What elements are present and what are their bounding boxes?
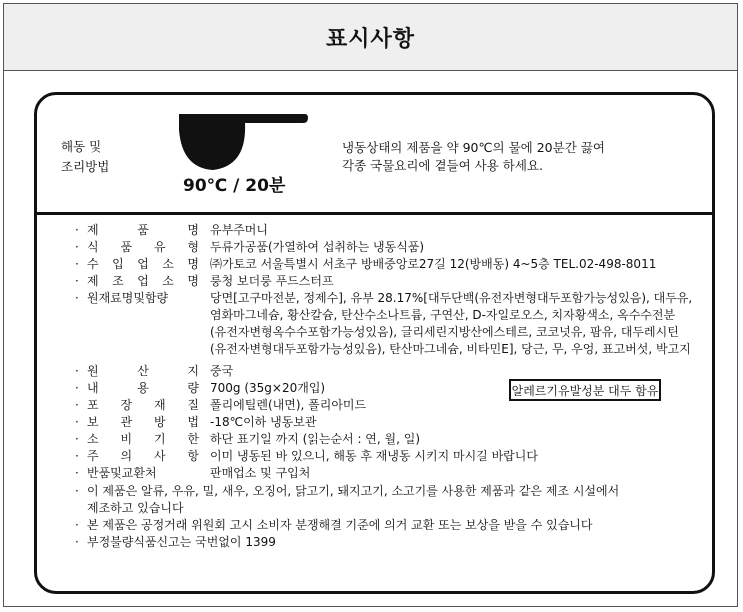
field-value: 중국 — [210, 364, 234, 378]
header-bar — [4, 4, 737, 71]
bullet: · — [75, 364, 79, 378]
bullet: · — [75, 274, 79, 288]
field-value: 폴리에틸렌(내면), 폴리아미드 — [210, 398, 367, 412]
field-key-char: 항 — [187, 449, 199, 463]
info-panel — [34, 92, 715, 594]
field-key-char: 비 — [120, 432, 133, 446]
field-key-char: 질 — [187, 398, 199, 412]
cooking-label-line2: 조리방법 — [61, 159, 110, 174]
field-key — [87, 256, 199, 273]
field-value: ㈜가토코 서울특별시 서초구 방배중앙로27길 12(방배동) 4~5층 TEL.02-498-8011 — [210, 257, 657, 271]
bullet: · — [75, 415, 79, 429]
field-key-char: 용 — [137, 381, 149, 395]
field-key-char: 한 — [187, 432, 199, 446]
field-key: 반품및교환처 — [87, 466, 157, 480]
note-text: 제조하고 있습니다 — [87, 501, 184, 515]
field-key-char: 조 — [112, 274, 124, 288]
field-value: 판매업소 및 구입처 — [210, 466, 311, 480]
cooking-label-line1: 해동 및 — [61, 139, 102, 154]
field-value: 두류가공품(가열하여 섭취하는 냉동식품) — [210, 240, 425, 254]
field-key-char: 소 — [162, 274, 174, 288]
field-value: 이미 냉동된 바 있으니, 해동 후 재냉동 시키지 마시길 바랍니다 — [210, 449, 538, 463]
field-key-char: 품 — [120, 240, 133, 254]
field-key-char: 소 — [87, 432, 99, 446]
bullet: · — [75, 466, 79, 480]
field-key-char: 보 — [87, 415, 99, 429]
bullet: · — [75, 432, 79, 446]
field-key — [87, 380, 199, 397]
field-key — [87, 239, 199, 256]
field-key-char: 명 — [187, 223, 199, 237]
bullet: · — [75, 257, 79, 271]
field-key-char: 재 — [153, 398, 166, 412]
field-key: 원재료명및함량 — [87, 291, 169, 305]
field-key-char: 형 — [187, 240, 199, 254]
field-key-char: 포 — [87, 398, 99, 412]
cooking-desc-line2: 각종 국물요리에 곁들여 사용 하세요. — [342, 158, 543, 173]
field-key-char: 업 — [137, 274, 149, 288]
bullet: · — [75, 223, 79, 237]
field-key-char: 품 — [137, 223, 149, 237]
field-key-char: 량 — [187, 381, 199, 395]
field-value-line: (유전자변형옥수수포함가능성있음), 글리세린지방산에스테르, 코코넛유, 팜유, 대두레시틴 — [210, 325, 679, 339]
field-key-char: 원 — [87, 364, 99, 378]
bullet: · — [75, 398, 79, 412]
field-key — [87, 363, 199, 380]
note-text: 본 제품은 공정거래 위원회 고시 소비자 분쟁해결 기준에 의거 교환 또는 보상을 받을 수 있습니다 — [87, 518, 593, 532]
field-value: 하단 표기일 까지 (읽는순서 : 연, 월, 일) — [210, 432, 421, 446]
field-value: 룽청 보더룽 푸드스터프 — [210, 274, 334, 288]
field-key-char: 사 — [153, 449, 166, 463]
field-value: -18℃이하 냉동보관 — [210, 415, 317, 429]
cooking-section — [37, 95, 712, 215]
field-key — [87, 273, 199, 290]
label-frame — [3, 3, 738, 607]
field-key-char: 법 — [187, 415, 199, 429]
field-key-char: 입 — [112, 257, 124, 271]
bullet: · — [75, 535, 79, 549]
field-key-char: 산 — [137, 364, 149, 378]
field-key-char: 지 — [187, 364, 199, 378]
field-key-char: 수 — [87, 257, 99, 271]
bullet: · — [75, 449, 79, 463]
field-key-char: 식 — [87, 240, 99, 254]
bullet: · — [75, 291, 79, 305]
field-value: 유부주머니 — [210, 223, 268, 237]
field-value-line: 당면[고구마전분, 정제수], 유부 28.17%[대두단백(유전자변형대두포함가능성있음), 대두유, — [210, 291, 693, 305]
bullet: · — [75, 518, 79, 532]
field-key-char: 유 — [153, 240, 166, 254]
cooking-desc-line1: 냉동상태의 제품을 약 90℃의 물에 20분간 끓여 — [342, 140, 605, 155]
field-value-line: 염화마그네슘, 황산칼슘, 탄산수소나트륨, 구연산, D-자일로오스, 치자황색소, 옥수수전분 — [210, 308, 676, 322]
field-key-char: 제 — [87, 274, 99, 288]
field-key-char: 명 — [187, 274, 199, 288]
cooking-description — [342, 139, 605, 175]
cooking-label — [61, 137, 109, 177]
bullet: · — [75, 240, 79, 254]
field-value: 700g (35g×20개입) — [210, 381, 326, 395]
field-key-char: 기 — [153, 432, 166, 446]
field-key — [87, 222, 199, 239]
field-key — [87, 431, 199, 448]
note-text: 부정불량식품신고는 국번없이 1399 — [87, 535, 276, 549]
cooking-time: 90℃ / 20분 — [183, 176, 286, 196]
allergen-box: 알레르기유발성분 대두 함유 — [509, 379, 661, 401]
bullet: · — [75, 381, 79, 395]
field-key-char: 주 — [87, 449, 99, 463]
page-title: 표시사항 — [325, 26, 415, 52]
bullet: · — [75, 484, 79, 498]
field-key-char: 업 — [137, 257, 149, 271]
field-key-char: 장 — [120, 398, 133, 412]
field-key-char: 명 — [187, 257, 199, 271]
note-text: 이 제품은 알류, 우유, 밀, 새우, 오징어, 닭고기, 돼지고기, 소고기를 사용한 제품과 같은 제조 시설에서 — [87, 484, 620, 498]
field-key-char: 제 — [87, 223, 99, 237]
field-key — [87, 414, 199, 431]
ladle-icon — [177, 108, 309, 180]
field-key-char: 내 — [87, 381, 99, 395]
field-key-char: 방 — [153, 415, 166, 429]
field-key — [87, 397, 199, 414]
field-key — [87, 448, 199, 465]
field-key-char: 소 — [162, 257, 174, 271]
field-key-char: 관 — [120, 415, 133, 429]
field-value-line: (유전자변형대두포함가능성있음), 탄산마그네슘, 비타민E], 당근, 무, 우엉, 표고버섯, 박고지 — [210, 342, 691, 356]
field-key-char: 의 — [120, 449, 133, 463]
